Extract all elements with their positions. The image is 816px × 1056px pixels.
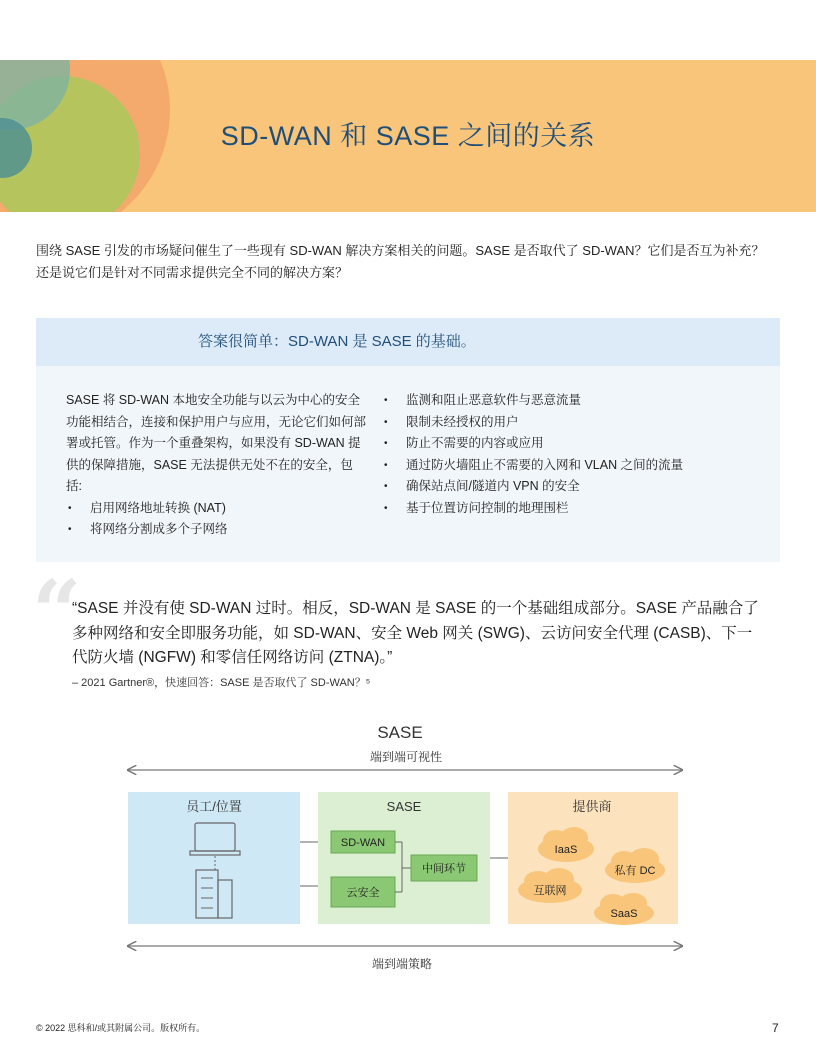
cloud-label-private-dc: 私有 DC [614,865,656,877]
footer-copyright: © 2022 思科和/或其附属公司。版权所有。 [36,1023,206,1033]
cloud-label-iaas: IaaS [554,844,578,856]
list-item: • 基于位置访问控制的地理围栏 [382,498,762,520]
list-item: • 防止不需要的内容或应用 [382,433,762,455]
answer-box [36,318,780,562]
cloud-security-label: 云安全 [346,887,380,899]
list-item: • 通过防火墙阻止不需要的入网和 VLAN 之间的流量 [382,455,762,477]
quote-source: – 2021 Gartner®，快速回答：SASE 是否取代了 SD-WAN？⁵ [72,677,371,689]
list-item: • 限制未经授权的用户 [382,412,762,434]
answer-title: 答案很简单：SD-WAN 是 SASE 的基础。 [198,333,476,350]
right-bullet-list [382,390,762,519]
quote-text: “SASE 并没有使 SD-WAN 过时。相反，SD-WAN 是 SASE 的一个基础组成部分。SASE 产品融合了多种网络和安全即服务功能，如 SD-WAN、安全 Web 网关 (SWG)、云访问安全代理 (CASB)、下一代防火墙 (NGFW) 和零信任网络访问 (ZTNA)。” [72,600,759,666]
quote-mark-icon: “ [32,562,82,663]
intro-paragraph: 围绕 SASE 引发的市场疑问催生了一些现有 SD-WAN 解决方案相关的问题。SASE 是否取代了 SD-WAN？它们是否互为补充？还是说它们是针对不同需求提供完全不同的解决方案？ [36,243,765,280]
list-item: • 启用网络地址转换 (NAT) [66,498,366,520]
answer-left-column [66,390,366,541]
list-item: • 监测和阻止恶意软件与恶意流量 [382,390,762,412]
cloud-label-saas: SaaS [610,908,638,920]
sase-panel-title: SASE [386,799,422,814]
header-banner [0,60,816,212]
answer-header [36,318,780,366]
bottom-arrow-label: 端到端策略 [371,957,433,971]
answer-paragraph: SASE 将 SD-WAN 本地安全功能与以云为中心的安全功能相结合，连接和保护用户与应用，无论它们如何部署或托管。作为一个重叠架构，如果没有 SD-WAN 提供的保障措施，SASE 无法提供无处不在的安全，包括: [66,393,367,493]
user-panel-title: 员工/位置 [186,799,242,814]
answer-right-column [382,390,762,519]
top-arrow-label: 端到端可视性 [369,750,443,764]
sdwan-label: SD-WAN [340,837,386,849]
middle-label: 中间环节 [422,863,466,875]
provider-panel-title: 提供商 [572,799,612,814]
page-title: SD-WAN 和 SASE 之间的关系 [220,121,596,151]
page-number: 7 [772,1021,779,1035]
list-item: • 将网络分割成多个子网络 [66,519,366,541]
list-item: • 确保站点间/隧道内 VPN 的安全 [382,476,762,498]
diagram-title: SASE [377,723,423,742]
cloud-label-internet: 互联网 [533,885,567,897]
left-bullet-list [66,498,366,541]
sase-diagram [0,710,816,990]
